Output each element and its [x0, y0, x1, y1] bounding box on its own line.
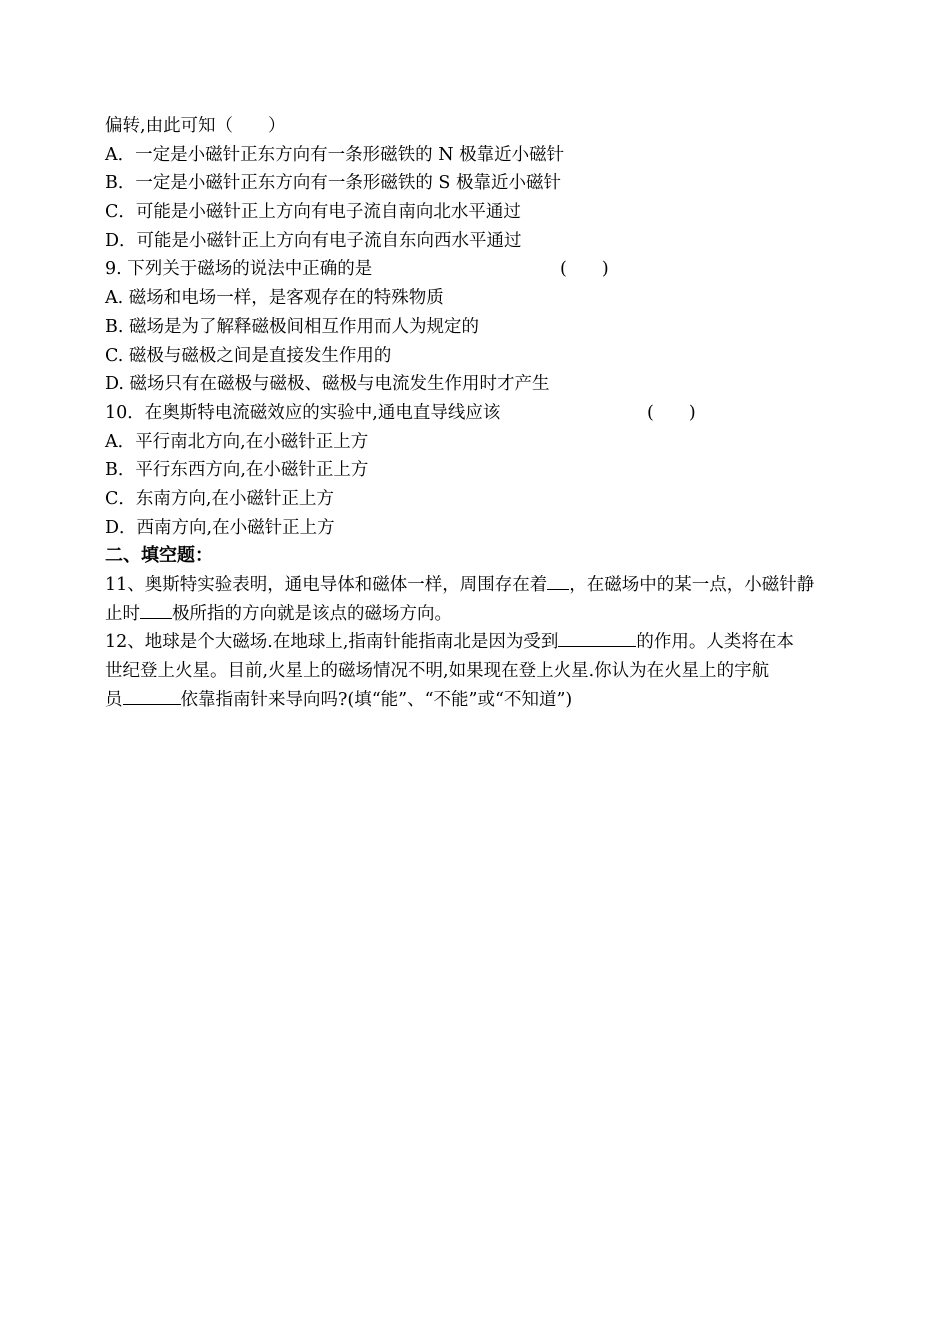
q11-line-2	[105, 600, 865, 629]
q10-stem-line	[105, 399, 865, 428]
q8-stem-tail: 偏转,由此可知（ ）	[105, 116, 286, 136]
q11-text-4: 极所指的方向就是该点的磁场方向。	[172, 603, 452, 624]
q9-stem: 9. 下列关于磁场的说法中正确的是	[105, 259, 373, 280]
q9-option-b: B. 磁场是为了解释磁极间相互作用而人为规定的	[105, 316, 479, 337]
q11-line-1	[105, 571, 865, 600]
q11-blank-1	[547, 571, 569, 590]
q8-option-b: B．一定是小磁针正东方向有一条形磁铁的 S 极靠近小磁针	[105, 173, 561, 194]
q10-option-b: B．平行东西方向,在小磁针正上方	[105, 460, 369, 481]
q12-blank-2	[123, 686, 181, 705]
q10-stem: 10．在奥斯特电流磁效应的实验中,通电直导线应该	[105, 402, 501, 423]
q9-option-c: C. 磁极与磁极之间是直接发生作用的	[105, 345, 392, 366]
q9-stem-line	[105, 255, 865, 284]
q12-blank-1	[558, 628, 636, 647]
q10-option-d: D．西南方向,在小磁针正上方	[105, 517, 335, 538]
q9-option-a: A. 磁场和电场一样，是客观存在的特殊物质	[105, 288, 444, 309]
worksheet-page	[105, 112, 865, 714]
q9-answer-paren: ( )	[560, 259, 609, 280]
q11-text-3: 止时	[105, 603, 140, 624]
q8-option-d: D．可能是小磁针正上方向有电子流自东向西水平通过	[105, 230, 522, 251]
q12-text-2: 的作用。人类将在本	[636, 632, 794, 653]
q12-text-1: 12、地球是个大磁场.在地球上,指南针能指南北是因为受到	[105, 632, 559, 653]
q12-line-2: 世纪登上火星。目前,火星上的磁场情况不明,如果现在登上火星.你认为在火星上的宇航	[105, 661, 770, 682]
q8-option-c: C．可能是小磁针正上方向有电子流自南向北水平通过	[105, 202, 521, 223]
q10-option-c: C．东南方向,在小磁针正上方	[105, 488, 334, 509]
q12-text-5: 依靠指南针来导向吗?(填“能”、“不能”或“不知道”)	[180, 689, 573, 710]
q11-text-1: 11、奥斯特实验表明，通电导体和磁体一样，周围存在着	[105, 575, 548, 595]
q11-blank-2	[140, 600, 172, 619]
q9-option-d: D. 磁场只有在磁极与磁极、磁极与电流发生作用时才产生	[105, 374, 550, 395]
q12-line-3	[105, 686, 865, 715]
q10-answer-paren: ( )	[647, 402, 696, 423]
section-heading-fill-in: 二、填空题：	[105, 545, 213, 567]
q11-text-2: ，在磁场中的某一点，小磁针静	[569, 575, 815, 595]
q10-option-a: A．平行南北方向,在小磁针正上方	[105, 431, 369, 452]
q12-text-4: 员	[105, 689, 123, 710]
q8-option-a: A．一定是小磁针正东方向有一条形磁铁的 N 极靠近小磁针	[105, 144, 565, 165]
q12-line-1	[105, 628, 865, 657]
